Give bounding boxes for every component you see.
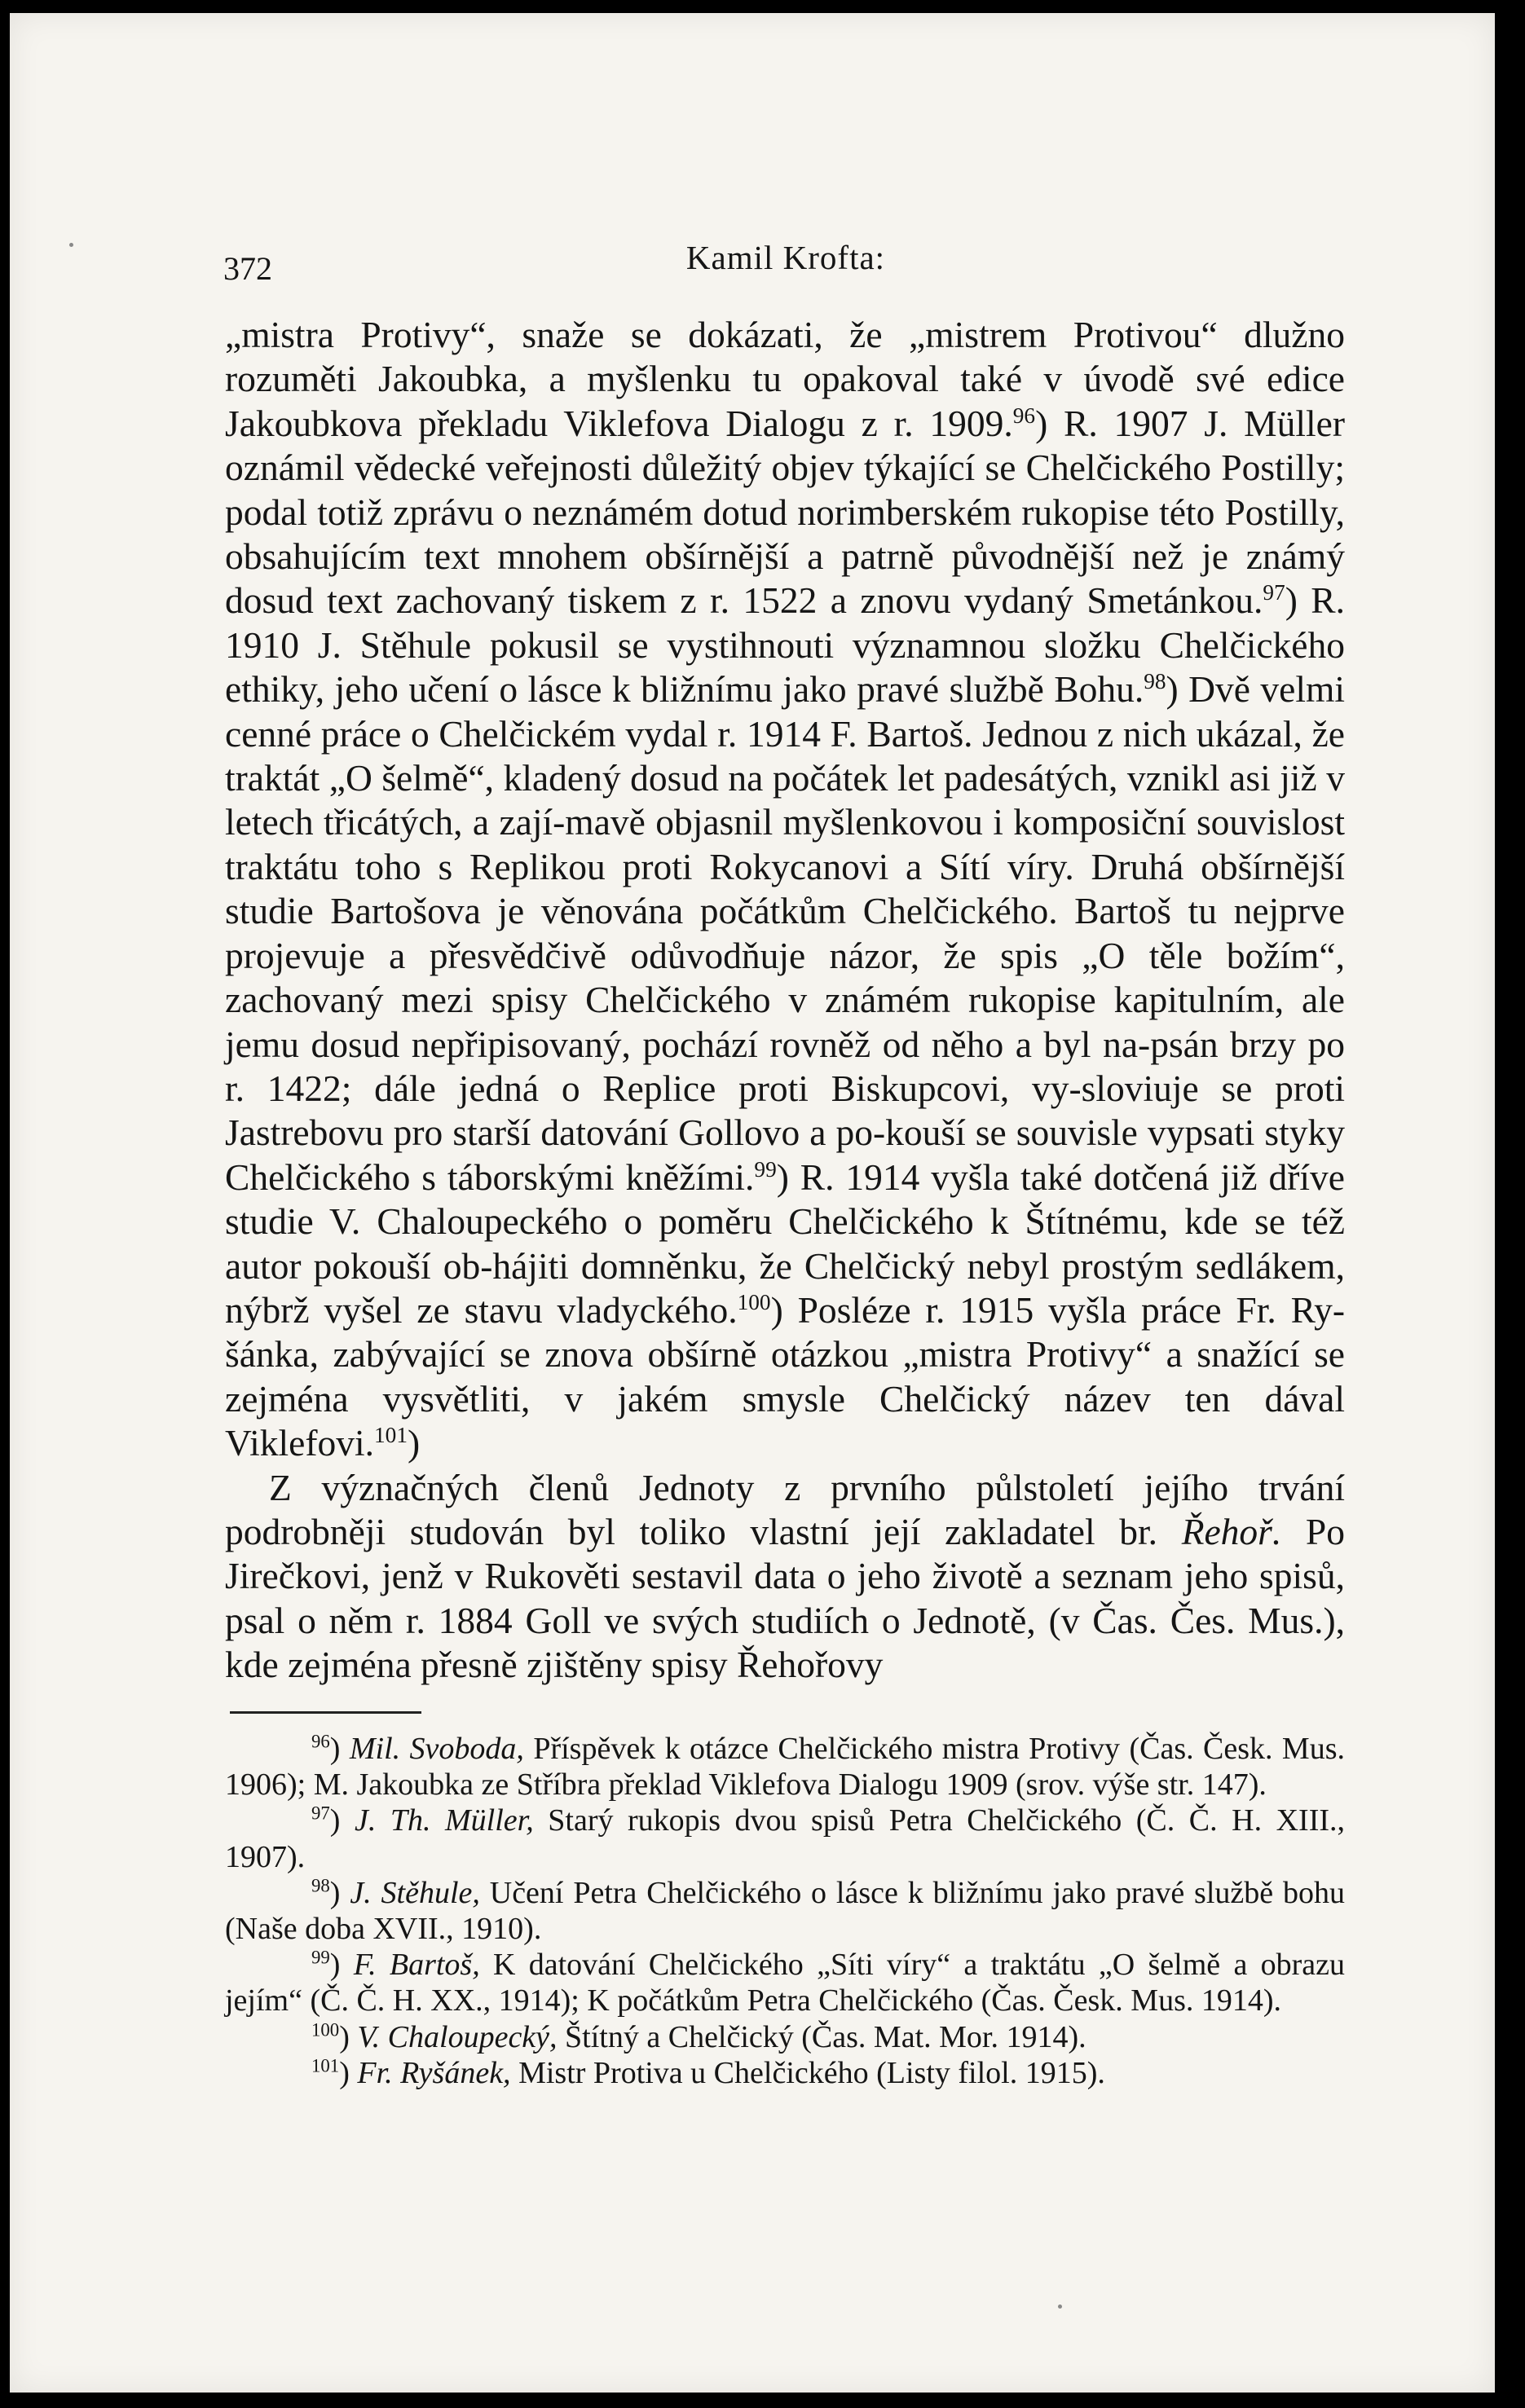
paragraph: [225, 1466, 1345, 1688]
footnote-text: Starý rukopis dvou spisů Petra Chelčického (Č. Č. H. XIII., 1907).: [225, 1803, 1346, 1874]
running-title: Kamil Krofta:: [685, 239, 886, 276]
footnote-reference: 96: [1012, 403, 1036, 428]
footnote-text: Učení Petra Chelčického o lásce k bližnímu jako pravé službě bohu (Naše doba XVII., 1910).: [225, 1875, 1345, 1947]
footnote-number: 99: [311, 1947, 330, 1968]
footnote-reference: 99: [754, 1156, 777, 1182]
text-run: ) Posléze r. 1915 vyšla práce Fr. Ry-šánka, zabývající se znova obšírně otázkou „mistra Protivy“ a snažící se zejména vysvětliti, v jakém smysle Chelčický název ten dával Viklefovi.: [225, 1288, 1345, 1464]
footnote-reference: 97: [1263, 580, 1285, 605]
footnote: [225, 1875, 1345, 1947]
footnote-author: F. Bartoš,: [353, 1948, 480, 1983]
running-head: [223, 238, 1348, 287]
text-run: ) Dvě velmi cenné práce o Chelčickém vydal r. 1914 F. Bartoš. Jednou z nich ukázal, že traktát „O šelmě“, kladený dosud na počátek let padesátých, vznikl asi již v letech třicátých, a zají-mavě objasnil myšlenkovou i komposiční souvislost traktátu toho s Replikou proti Rokycanovi a Sítí víry. Druhá obšírnější studie Bartošova je věnována počátkům Chelčického. Bartoš tu nejprve projevuje a přesvědčivě odůvodňuje názor, že spis „O těle božím“, zachovaný mezi spisy Chelčického v známém rukopise kapitulním, ale jemu dosud nepřipisovaný, pochází rovněž od něho a byl na-psán brzy po r. 1422; dále jedná o Replice proti Biskupcovi, vy-sloviuje se proti Jastrebovu pro starší datování Gollovo a po-kouší se souvisle vypsati styky Chelčického s táborskými kněžími.: [225, 668, 1345, 1198]
footnote-author: V. Chaloupecký,: [357, 2019, 558, 2054]
paper-speck: [1058, 2305, 1062, 2309]
footnote: [225, 1731, 1345, 1803]
footnote-paren: ): [329, 1948, 354, 1983]
footnote-number: 96: [311, 1731, 330, 1752]
text-run: ): [407, 1422, 421, 1464]
italic-name: Řehoř.: [1181, 1510, 1282, 1552]
footnote-paren: ): [339, 2019, 358, 2054]
page-edge-shadow: [1495, 13, 1525, 2393]
footnote-text: K datování Chelčického „Síti víry“ a traktátu „O šelmě a obrazu jejím“ (Č. Č. H. XX., 1914); K počátkům Petra Chelčického (Čas. Česk. Mus. 1914).: [225, 1948, 1345, 2018]
footnote: [225, 2019, 1345, 2055]
footnote-separator: [230, 1711, 421, 1714]
footnote-reference: 98: [1144, 669, 1166, 694]
footnote-author: Mil. Svoboda,: [349, 1732, 524, 1766]
footnote-reference: 101: [374, 1423, 408, 1447]
page-number: 372: [223, 250, 272, 287]
text-run: „mistra Protivy“, snaže se dokázati, že „mistrem Protivou“ dlužno rozuměti Jakoubka, a myšlenku tu opakoval také v úvodě své edice Jakoubkova překladu Viklefova Dialogu z r. 1909.: [225, 314, 1345, 444]
footnote: [225, 1947, 1345, 2018]
footnote-paren: ): [329, 1875, 350, 1910]
footnote-paren: ): [339, 2055, 358, 2090]
text-run: ) R. 1914 vyšla také dotčená již dříve studie V. Chaloupeckého o poměru Chelčického k Štítnému, kde se též autor pokouší ob-hájiti domněnku, že Chelčický nebyl prostým sedlákem, nýbrž vyšel ze stavu vladyckého.: [225, 1156, 1345, 1331]
footnote-paren: ): [329, 1732, 350, 1766]
text-run: Z význačných členů Jednoty z prvního půlstoletí jejího trvání podrobněji studován byl toliko vlastní její zakladatel br.: [225, 1466, 1345, 1552]
text-run: ) R. 1910 J. Stěhule pokusil se vystihnouti významnou složku Chelčického ethiky, jeho učení o lásce k bližnímu jako pravé službě Bohu.: [225, 579, 1345, 711]
footnote: [225, 2055, 1345, 2091]
footnote-number: 101: [311, 2055, 340, 2076]
paragraph: [225, 313, 1345, 1466]
footnote-paren: ): [329, 1803, 355, 1838]
footnote-number: 100: [311, 2018, 340, 2040]
footnote-author: Fr. Ryšánek,: [357, 2055, 511, 2090]
main-text: [225, 313, 1345, 1688]
footnote-text: Příspěvek k otázce Chelčického mistra Protivy (Čas. Česk. Mus. 1906); M. Jakoubka ze Stříbra překlad Viklefova Dialogu 1909 (srov. výše str. 147).: [225, 1732, 1345, 1803]
footnote-number: 97: [311, 1803, 330, 1824]
footnote-author: J. Stěhule,: [350, 1875, 480, 1910]
text-run: ) R. 1907 J. Müller oznámil vědecké veřejnosti důležitý objev týkající se Chelčického Postilly; podal totiž zprávu o neznámém dotud norimberském rukopise této Postilly, obsahujícím text mnohem obšírnější a patrně původnější než je známý dosud text zachovaný tiskem z r. 1522 a znovu vydaný Smetánkou.: [225, 402, 1345, 622]
footnote-text: Štítný a Chelčický (Čas. Mat. Mor. 1914).: [557, 2019, 1086, 2054]
footnote-reference: 100: [737, 1289, 771, 1314]
footnotes: [225, 1731, 1345, 2091]
footnote-number: 98: [311, 1875, 330, 1896]
footnote-author: J. Th. Müller,: [354, 1803, 534, 1838]
text-run: Po Jirečkovi, jenž v Rukověti sestavil data o jeho životě a seznam jeho spisů, psal o něm r. 1884 Goll ve svých studiích o Jednotě, (v Čas. Čes. Mus.), kde zejména přesně zjištěny spisy Řehořovy: [225, 1510, 1345, 1686]
footnote: [225, 1803, 1345, 1874]
paper-speck: [69, 243, 73, 247]
footnote-text: Mistr Protiva u Chelčického (Listy filol. 1915).: [510, 2055, 1105, 2090]
